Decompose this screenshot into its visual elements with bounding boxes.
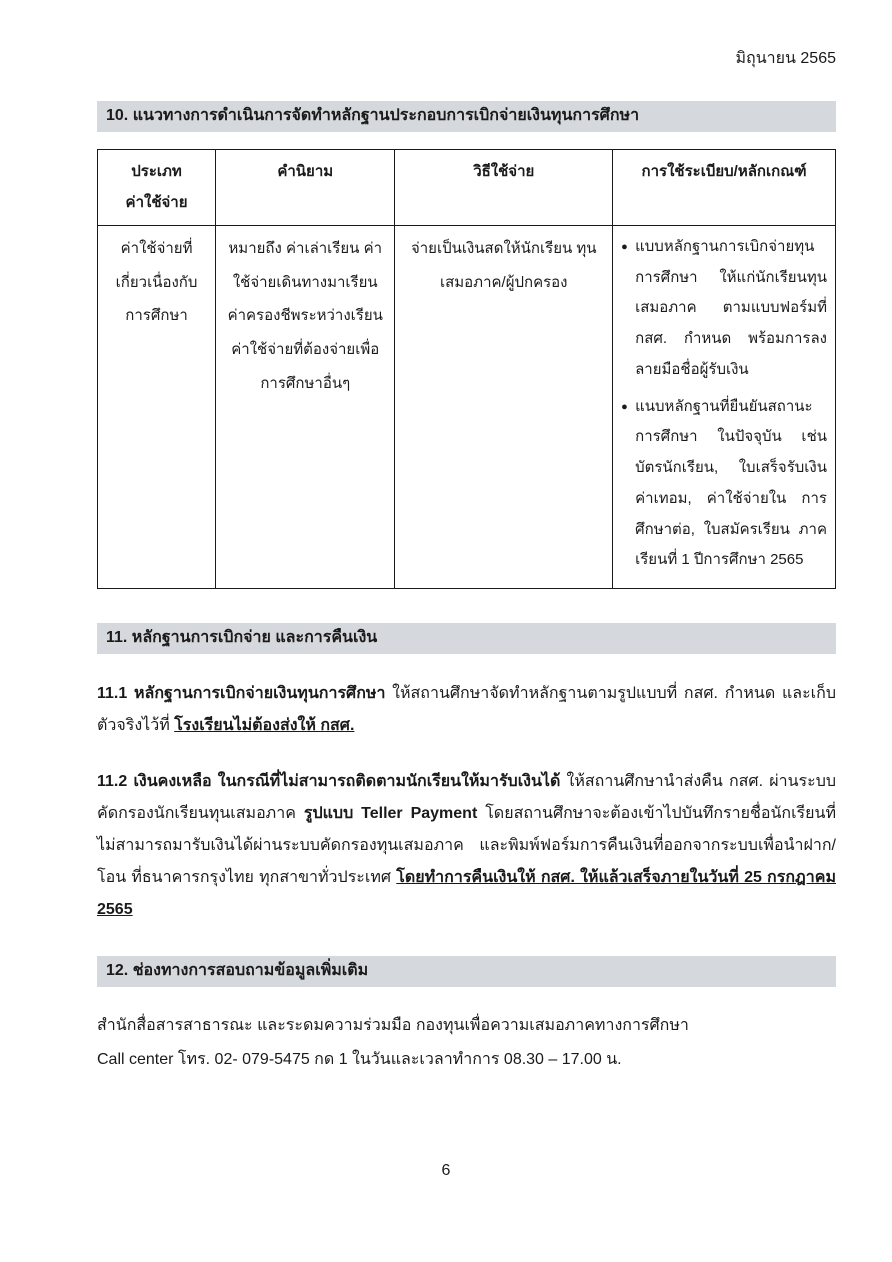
date-header: มิถุนายน 2565	[735, 50, 836, 67]
bullet-icon: ●	[621, 240, 628, 253]
criteria-bullet-2-text: แนบหลักฐานที่ยืนยันสถานะการศึกษา ในปัจจุบัน เช่น บัตรนักเรียน, ใบเสร็จรับเงินค่าเทอม, ค่าใช้จ่ายใน การศึกษาต่อ, ใบสมัครเรียน ภาคเรียนที่ 1 ปีการศึกษา 2565	[635, 397, 827, 569]
paragraph-11-2-body1: ให้สถานศึกษานำส่งคืน กสศ. ผ่านระบบคัดกรองนักเรียนทุนเสมอภาค	[97, 772, 836, 822]
table-header-method: วิธีใช้จ่าย	[395, 149, 613, 225]
section-11-title: 11. หลักฐานการเบิกจ่าย และการคืนเงิน	[106, 629, 378, 647]
paragraph-11-1-body: ให้สถานศึกษาจัดทำหลักฐานตามรูปแบบที่ กสศ. กำหนด และเก็บตัวจริงไว้ที่	[97, 684, 836, 734]
page-number: 6	[441, 1162, 451, 1179]
table-header-expense-type	[98, 149, 216, 225]
header-type-line2: ค่าใช้จ่าย	[125, 194, 188, 212]
table-header-row	[98, 149, 836, 225]
expense-table	[97, 149, 836, 589]
table-header-definition: คำนิยาม	[216, 149, 395, 225]
cell-criteria	[613, 225, 836, 588]
criteria-bullet-1-text: แบบหลักฐานการเบิกจ่ายทุนการศึกษา ให้แก่นักเรียนทุนเสมอภาค ตามแบบฟอร์มที่ กสศ. กำหนด พร้อมการลงลายมือชื่อผู้รับเงิน	[635, 237, 827, 378]
criteria-bullet-2	[621, 392, 827, 577]
paragraph-11-2-teller: รูปแบบ Teller Payment	[303, 804, 478, 822]
cell-definition: หมายถึง ค่าเล่าเรียน ค่าใช้จ่ายเดินทางมาเรียน ค่าครองชีพระหว่างเรียน ค่าใช้จ่ายที่ต้องจ่ายเพื่อ การศึกษาอื่นๆ	[216, 225, 395, 588]
table-row	[98, 225, 836, 588]
table-header-criteria: การใช้ระเบียบ/หลักเกณฑ์	[613, 149, 836, 225]
cell-expense-type: ค่าใช้จ่ายที่ เกี่ยวเนื่องกับ การศึกษา	[98, 225, 216, 588]
paragraph-11-2	[97, 766, 836, 926]
contact-line-office: สำนักสื่อสารสาธารณะ และระดมความร่วมมือ กองทุนเพื่อความเสมอภาคทางการศึกษา	[97, 1016, 689, 1034]
contact-block	[97, 1009, 836, 1078]
cell-method: จ่ายเป็นเงินสดให้นักเรียน ทุนเสมอภาค/ผู้ปกครอง	[395, 225, 613, 588]
section-11-bar	[97, 623, 836, 654]
header-type-line1: ประเภท	[131, 162, 182, 180]
paragraph-11-2-lead: 11.2 เงินคงเหลือ ในกรณีที่ไม่สามารถติดตามนักเรียนให้มารับเงินได้	[97, 772, 561, 790]
section-12-bar	[97, 956, 836, 987]
contact-line-call-center: Call center โทร. 02- 079-5475 กด 1 ในวันและเวลาทำการ 08.30 – 17.00 น.	[97, 1051, 622, 1069]
paragraph-11-2-body2: โดยสถานศึกษาจะต้องเข้าไปบันทึกรายชื่อนักเรียนที่ ไม่สามารถมารับเงินได้ผ่านระบบคัดกรองทุนเสมอภาค และพิมพ์ฟอร์มการคืนเงินที่ออกจากระบบเพื่อนำฝาก/โอน ที่ธนาคารกรุงไทย ทุกสาขาทั่วประเทศ	[97, 804, 836, 886]
paragraph-11-1	[97, 678, 836, 742]
paragraph-11-1-emphasis: โรงเรียนไม่ต้องส่งให้ กสศ.	[174, 716, 355, 734]
section-12-title: 12. ช่องทางการสอบถามข้อมูลเพิ่มเติม	[106, 961, 369, 979]
section-10-title: 10. แนวทางการดำเนินการจัดทำหลักฐานประกอบการเบิกจ่ายเงินทุนการศึกษา	[106, 107, 640, 124]
section-10-bar	[97, 101, 836, 132]
paragraph-11-1-lead: 11.1 หลักฐานการเบิกจ่ายเงินทุนการศึกษา	[97, 684, 386, 702]
criteria-bullet-1	[621, 232, 827, 386]
bullet-icon: ●	[621, 400, 628, 413]
paragraph-11-2-emphasis: โดยทำการคืนเงินให้ กสศ. ให้แล้วเสร็จภายในวันที่ 25 กรกฎาคม 2565	[97, 868, 836, 918]
